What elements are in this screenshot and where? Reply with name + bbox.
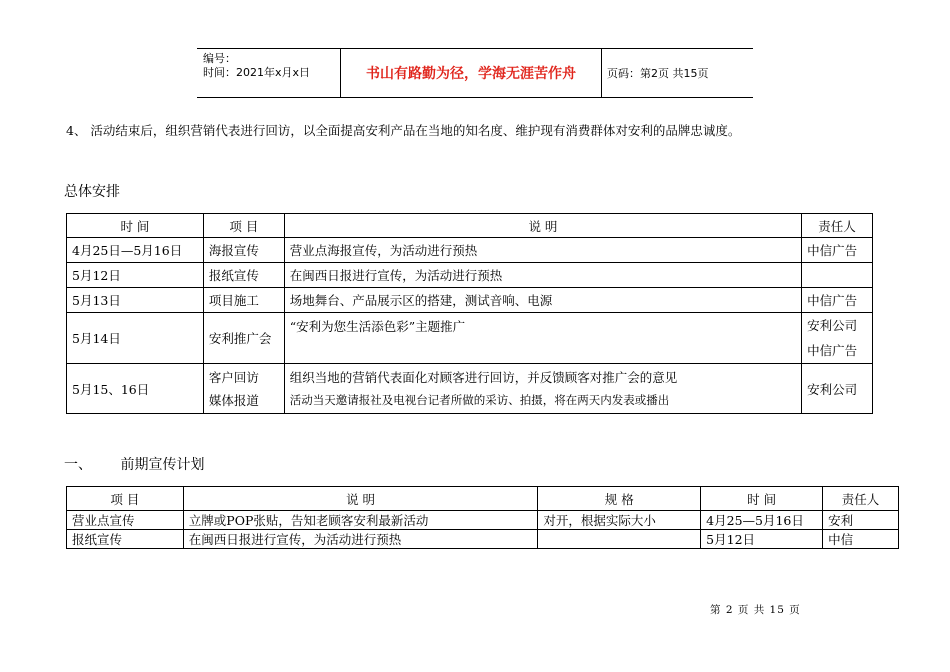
header-item: 项 目: [67, 487, 184, 511]
cell-item: [203, 364, 284, 414]
header-desc: 说 明: [183, 487, 538, 511]
table-row: [67, 288, 873, 313]
cell-item-line: 媒体报道: [208, 392, 259, 408]
cell-desc: 在闽西日报进行宣传，为活动进行预热: [183, 530, 538, 549]
cell-desc-line: 组织当地的营销代表面化对顾客进行回访，并反馈顾客对推广会的意见: [289, 369, 678, 385]
cell-item: 营业点宣传: [67, 511, 184, 530]
cell-time: 5月13日: [67, 288, 204, 313]
header-info-cell: [197, 49, 341, 97]
cell-person: 中信广告: [802, 288, 873, 313]
cell-item: 报纸宣传: [67, 530, 184, 549]
section-title-promo: 前期宣传计划: [120, 457, 205, 473]
cell-item-line: 客户回访: [208, 369, 259, 385]
cell-time: 5月14日: [67, 313, 204, 364]
table-row: [67, 511, 899, 530]
header-person: 责任人: [823, 487, 899, 511]
cell-item: 海报宣传: [203, 238, 284, 263]
cell-person-line: 安利公司: [807, 318, 858, 333]
table-row: [67, 364, 873, 414]
cell-person: [802, 263, 873, 288]
cell-desc: 营业点海报宣传，为活动进行预热: [284, 238, 801, 263]
page-header: [197, 48, 753, 98]
cell-desc: 在闽西日报进行宣传，为活动进行预热: [284, 263, 801, 288]
header-spec: 规 格: [538, 487, 701, 511]
cell-person-line: 中信广告: [807, 343, 858, 358]
header-person: 责任人: [802, 214, 873, 238]
section-heading-promo: [64, 454, 204, 474]
cell-desc-line: 活动当天邀请报社及电视台记者所做的采访、拍摄，将在两天内发表或播出: [289, 392, 670, 407]
document-number-label: 编号：: [203, 52, 236, 65]
table-header-row: [67, 214, 873, 238]
cell-person: [802, 313, 873, 364]
section-number: 一、: [64, 457, 92, 473]
cell-item: 报纸宣传: [203, 263, 284, 288]
cell-person: 安利公司: [802, 364, 873, 414]
table-row: [67, 263, 873, 288]
cell-desc: 场地舞台、产品展示区的搭建，测试音响、电源: [284, 288, 801, 313]
cell-person: 中信广告: [802, 238, 873, 263]
cell-desc: “安利为您生活添色彩”主题推广: [284, 313, 801, 364]
header-time: 时 间: [701, 487, 823, 511]
cell-desc: 立牌或POP张贴，告知老顾客安利最新活动: [183, 511, 538, 530]
header-time: 时 间: [67, 214, 204, 238]
header-item: 项 目: [203, 214, 284, 238]
table-row: [67, 530, 899, 549]
cell-time: 5月12日: [67, 263, 204, 288]
cell-desc: [284, 364, 801, 414]
header-motto: 书山有路勤为径，学海无涯苦作舟: [341, 49, 602, 97]
table-row: [67, 238, 873, 263]
cell-item: 项目施工: [203, 288, 284, 313]
cell-item: 安利推广会: [203, 313, 284, 364]
cell-person: 安利: [823, 511, 899, 530]
table-row: [67, 313, 873, 364]
document-time-label: 时间：2021年x月x日: [203, 66, 311, 79]
page-footer: 第 2 页 共 15 页: [710, 604, 801, 616]
promo-plan-table: [66, 486, 899, 549]
header-desc: 说 明: [284, 214, 801, 238]
table-header-row: [67, 487, 899, 511]
cell-spec: 对开，根据实际大小: [538, 511, 701, 530]
cell-time: 5月15、16日: [67, 364, 204, 414]
overall-schedule-table: [66, 213, 873, 414]
cell-time: 5月12日: [701, 530, 823, 549]
cell-spec: [538, 530, 701, 549]
body-paragraph: 4、 活动结束后，组织营销代表进行回访，以全面提高安利产品在当地的知名度、维护现有消费群体对安利的品牌忠诚度。: [66, 123, 741, 138]
cell-time: 4月25日—5月16日: [67, 238, 204, 263]
cell-time: 4月25—5月16日: [701, 511, 823, 530]
section-title-overall: 总体安排: [64, 184, 120, 200]
cell-person: 中信: [823, 530, 899, 549]
header-page-label: 页码：第2页 共15页: [607, 67, 709, 80]
